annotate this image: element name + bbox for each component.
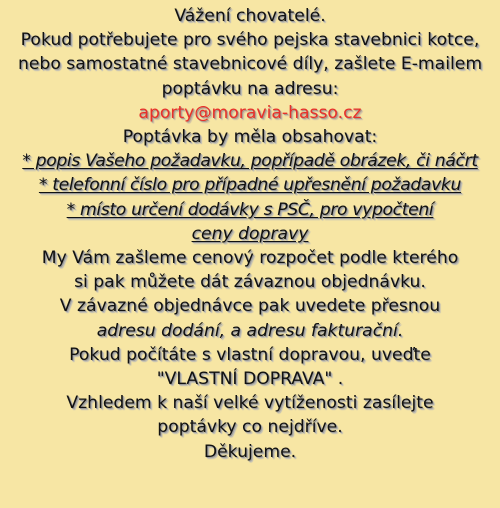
email-link[interactable]: aporty@moravia-hasso.cz xyxy=(138,102,362,123)
busy-line-2: poptávky co nejdříve. xyxy=(157,417,343,438)
contents-heading: Poptávka by měla obsahovat: xyxy=(122,127,378,148)
requirement-item-2: * telefonní číslo pro případné upřesnění požadavku xyxy=(38,175,462,196)
transport-line-1: Pokud počítáte s vlastní dopravou, uveďte xyxy=(69,344,431,365)
order-line-2: adresu dodání, a adresu fakturační. xyxy=(96,320,404,341)
intro-line-3: poptávku na adresu: xyxy=(161,78,339,99)
order-line-1: V závazné objednávce pak uvedete přesnou xyxy=(59,296,441,317)
thanks: Děkujeme. xyxy=(203,441,297,462)
busy-line-1: Vzhledem k naší velké vytíženosti zasílejte xyxy=(66,393,434,414)
greeting: Vážení chovatelé. xyxy=(174,6,326,26)
intro-line-2: nebo samostatné stavebnicové díly, zašlete E-mailem xyxy=(17,54,483,75)
reply-line-2: si pak můžete dát závaznou objednávku. xyxy=(74,272,426,293)
transport-line-2: "VLASTNÍ DOPRAVA" . xyxy=(156,369,344,390)
requirement-item-3: * místo určení dodávky s PSČ, pro vypočtení xyxy=(66,199,434,220)
requirement-item-3-cont: ceny dopravy xyxy=(191,223,309,244)
reply-line-1: My Vám zašleme cenový rozpočet podle kterého xyxy=(41,248,459,269)
intro-line-1: Pokud potřebujete pro svého pejska stavebnici kotce, xyxy=(20,30,480,51)
requirement-item-1: * popis Vašeho požadavku, popřípadě obrázek, či náčrt xyxy=(22,151,478,172)
